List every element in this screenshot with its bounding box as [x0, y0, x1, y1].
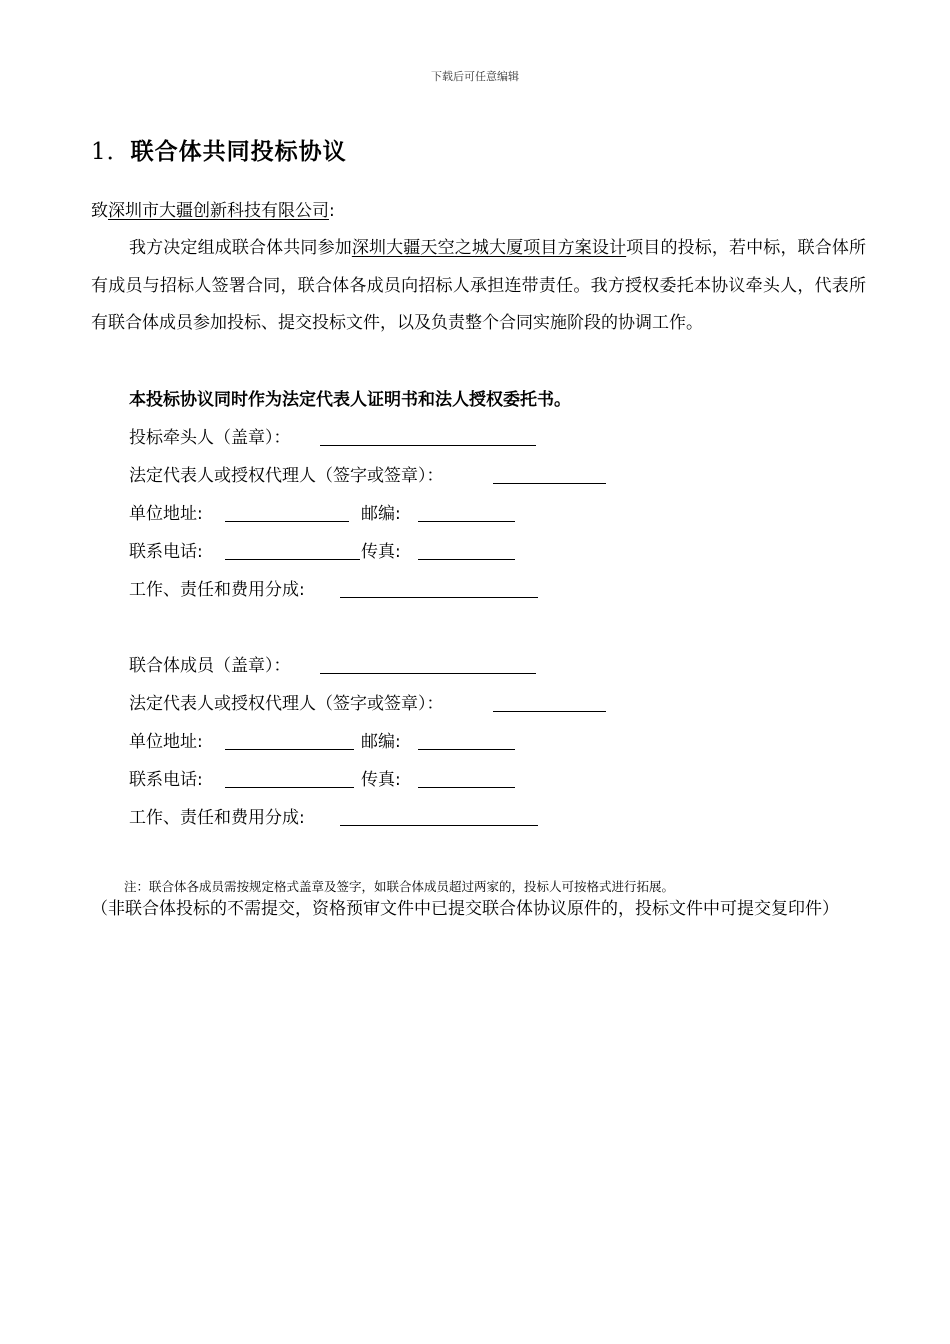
member-rep-label: 法定代表人或授权代理人（签字或签章）： — [129, 694, 444, 714]
member-address-blank[interactable] — [225, 749, 354, 750]
member-seal-label: 联合体成员（盖章）： — [129, 656, 291, 676]
member-share-field — [129, 803, 549, 829]
lead-rep-blank[interactable] — [493, 483, 606, 484]
lead-phone-blank[interactable] — [225, 559, 360, 560]
agreement-paragraph — [91, 230, 866, 343]
member-phone-field — [129, 765, 529, 791]
member-fax-label: 传真: — [361, 770, 401, 790]
member-postcode-blank[interactable] — [418, 749, 515, 750]
paragraph-part1: 我方决定组成联合体共同参加 — [129, 238, 352, 258]
salutation-suffix: : — [329, 201, 335, 221]
lead-address-label: 单位地址: — [129, 504, 203, 524]
member-fax-blank[interactable] — [418, 787, 515, 788]
lead-address-field — [129, 499, 529, 525]
bold-note: 本投标协议同时作为法定代表人证明书和法人授权委托书。 — [129, 390, 571, 410]
page-title — [91, 133, 347, 166]
lead-fax-blank[interactable] — [418, 559, 515, 560]
header-note: 下载后可任意编辑 — [431, 70, 519, 83]
footnote: 注：联合体各成员需按规定格式盖章及签字，如联合体成员超过两家的，投标人可按格式进行拓展。 — [124, 879, 675, 894]
member-address-label: 单位地址: — [129, 732, 203, 752]
member-phone-blank[interactable] — [225, 787, 354, 788]
salutation — [91, 196, 335, 221]
member-address-field — [129, 727, 529, 753]
lead-phone-label: 联系电话: — [129, 542, 203, 562]
lead-seal-field — [129, 423, 291, 449]
member-rep-field — [129, 689, 444, 715]
lead-fax-label: 传真: — [361, 542, 401, 562]
member-share-blank[interactable] — [340, 825, 538, 826]
lead-seal-label: 投标牵头人（盖章）： — [129, 428, 291, 448]
member-postcode-label: 邮编: — [361, 732, 401, 752]
lead-share-field — [129, 575, 549, 601]
title-text: 联合体共同投标协议 — [130, 139, 347, 165]
lead-postcode-blank[interactable] — [418, 521, 515, 522]
member-rep-blank[interactable] — [493, 711, 606, 712]
lead-postcode-label: 邮编: — [361, 504, 401, 524]
lead-phone-field — [129, 537, 529, 563]
salutation-prefix: 致 — [91, 201, 108, 221]
lead-rep-label: 法定代表人或授权代理人（签字或签章）： — [129, 466, 444, 486]
lead-rep-field — [129, 461, 444, 487]
lead-share-blank[interactable] — [340, 597, 538, 598]
trailing-note: （非联合体投标的不需提交，资格预审文件中已提交联合体协议原件的，投标文件中可提交复印件） — [91, 899, 839, 919]
lead-share-label: 工作、责任和费用分成: — [129, 580, 305, 600]
lead-seal-blank[interactable] — [320, 445, 536, 446]
member-share-label: 工作、责任和费用分成: — [129, 808, 305, 828]
member-seal-field — [129, 651, 291, 677]
member-seal-blank[interactable] — [320, 673, 536, 674]
lead-address-blank[interactable] — [225, 521, 349, 522]
project-name: 深圳大疆天空之城大厦项目方案设计 — [351, 238, 627, 258]
paragraph-part2: 项目的投标，若中标，联合体所有成员与招标人签署合同，联合体各成员向招标人承担连带责任。我方授权委托本协议牵头人，代表所有联合体成员参加投标、提交投标文件，以及负责整个合同实施阶段的协调工作。 — [91, 238, 867, 333]
recipient-company: 深圳市大疆创新科技有限公司 — [108, 201, 329, 221]
member-phone-label: 联系电话: — [129, 770, 203, 790]
title-number: 1． — [91, 139, 131, 165]
